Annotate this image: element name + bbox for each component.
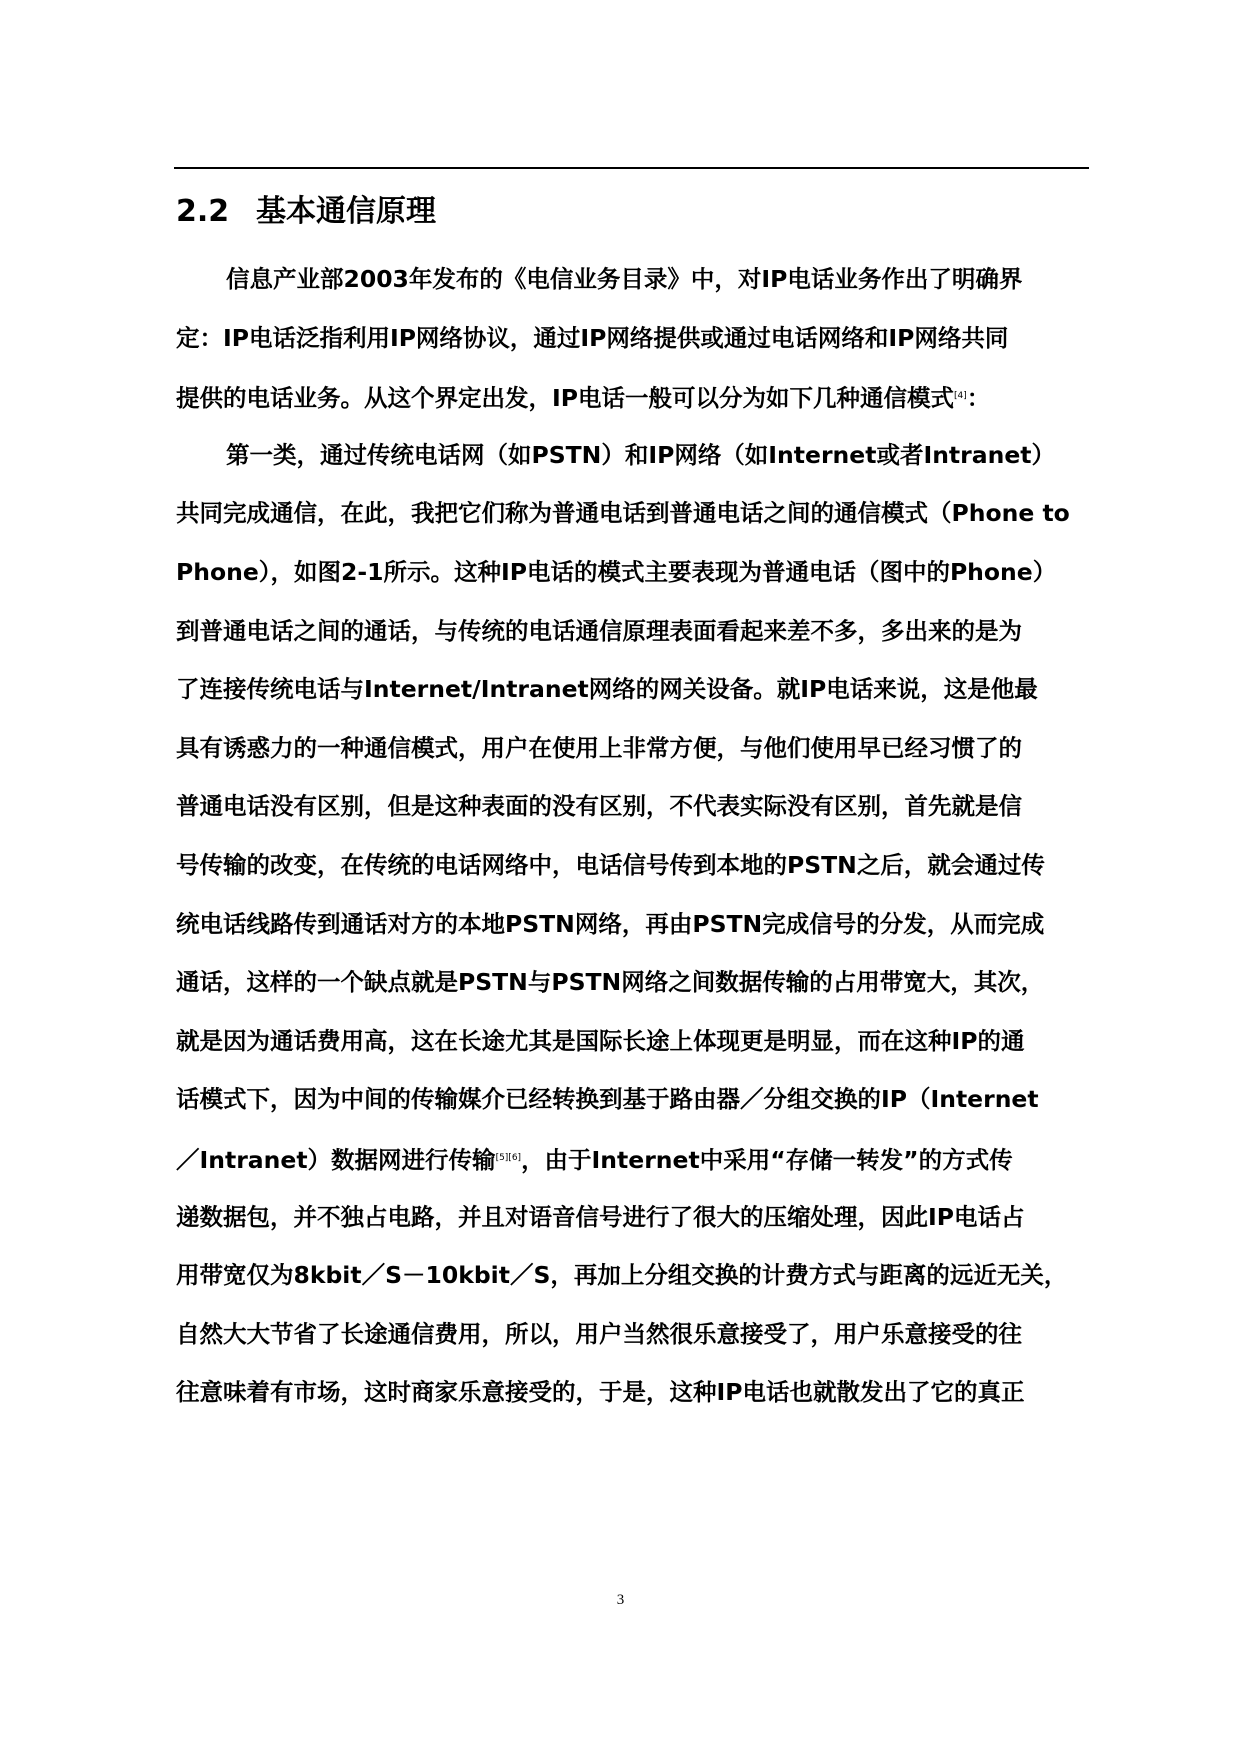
text-line-content: 到普通电话之间的通话，与传统的电话通信原理表面看起来差不多，多出来的是为	[176, 616, 1022, 645]
text-line	[176, 962, 1044, 1002]
text-line-content: 具有诱惑力的一种通信模式，用户在使用上非常方便，与他们使用早已经习惯了的	[176, 733, 1022, 762]
text-line-content: 用带宽仅为8kbit／S－10kbit／S，再加上分组交换的计费方式与距离的远近无关，	[176, 1261, 1068, 1290]
text-line-content: 共同完成通信，在此，我把它们称为普通电话到普通电话之间的通信模式（Phone to	[176, 499, 1070, 528]
header-rule	[174, 167, 1089, 169]
text-line	[176, 728, 1022, 768]
text-line	[176, 786, 1022, 826]
text-line	[176, 1255, 1067, 1295]
text-line	[176, 1079, 1039, 1119]
text-line-content: 信息产业部2003年发布的《电信业务目录》中，对IP电话业务作出了明确界	[226, 265, 1023, 293]
text-line-content: 递数据包，并不独占电路，并且对语音信号进行了很大的压缩处理，因此IP电话占	[176, 1202, 1025, 1231]
page-number: 3	[616, 1592, 625, 1608]
text-line-content: 往意味着有市场，这时商家乐意接受的，于是，这种IP电话也就散发出了它的真正	[176, 1378, 1025, 1407]
section-number: 2.2	[176, 194, 230, 229]
text-line-continuation: ，由于Internet中采用“存储一转发”的方式传	[521, 1146, 1013, 1174]
text-line	[226, 435, 1055, 475]
text-line	[176, 1314, 1022, 1354]
text-line-content: 号传输的改变，在传统的电话网络中，电话信号传到本地的PSTN之后，就会通过传	[176, 851, 1045, 879]
text-line	[176, 376, 990, 416]
text-line-content: ／Intranet）数据网进行传输	[176, 1146, 496, 1174]
text-line-content: 统电话线路传到通话对方的本地PSTN网络，再由PSTN完成信号的分发，从而完成	[176, 909, 1045, 938]
text-line	[176, 845, 1045, 885]
text-line	[176, 1138, 1013, 1178]
text-line	[176, 493, 1070, 533]
text-line-content: 定：IP电话泛指利用IP网络协议，通过IP网络提供或通过电话网络和IP网络共同	[176, 323, 1009, 352]
text-line	[176, 1197, 1024, 1237]
text-line-content: 提供的电话业务。从这个界定出发，IP电话一般可以分为如下几种通信模式	[176, 384, 954, 413]
text-line	[176, 318, 1008, 358]
text-line	[176, 611, 1022, 651]
text-line	[176, 1372, 1024, 1412]
citation-reference: [4]	[953, 391, 967, 402]
text-line-content: 了连接传统电话与Internet/Intranet网络的网关设备。就IP电话来说，这是他最	[176, 675, 1038, 704]
text-line-content: 自然大大节省了长途通信费用，所以，用户当然很乐意接受了，用户乐意接受的往	[176, 1319, 1022, 1348]
text-line-content: 通话，这样的一个缺点就是PSTN与PSTN网络之间数据传输的占用带宽大，其次，	[176, 968, 1045, 997]
text-line-content: 第一类，通过传统电话网（如PSTN）和IP网络（如Internet或者Intranet）	[226, 440, 1056, 469]
text-line-content: 话模式下，因为中间的传输媒介已经转换到基于路由器／分组交换的IP（Internet	[176, 1085, 1039, 1114]
section-title: 基本通信原理	[256, 194, 436, 229]
citation-reference: [5][6]	[495, 1153, 522, 1163]
text-line	[176, 552, 1056, 592]
text-line	[176, 669, 1038, 709]
text-line-continuation: ：	[966, 384, 991, 413]
text-line-content: 普通电话没有区别，但是这种表面的没有区别，不代表实际没有区别，首先就是信	[176, 792, 1022, 821]
text-line-content: Phone），如图2-1所示。这种IP电话的模式主要表现为普通电话（图中的Phone）	[176, 558, 1057, 586]
text-line-content: 就是因为通话费用高，这在长途尤其是国际长途上体现更是明显，而在这种IP的通	[176, 1026, 1025, 1055]
section-heading	[176, 187, 436, 237]
text-line	[226, 259, 1022, 299]
text-line	[176, 1021, 1024, 1061]
text-line	[176, 904, 1044, 944]
